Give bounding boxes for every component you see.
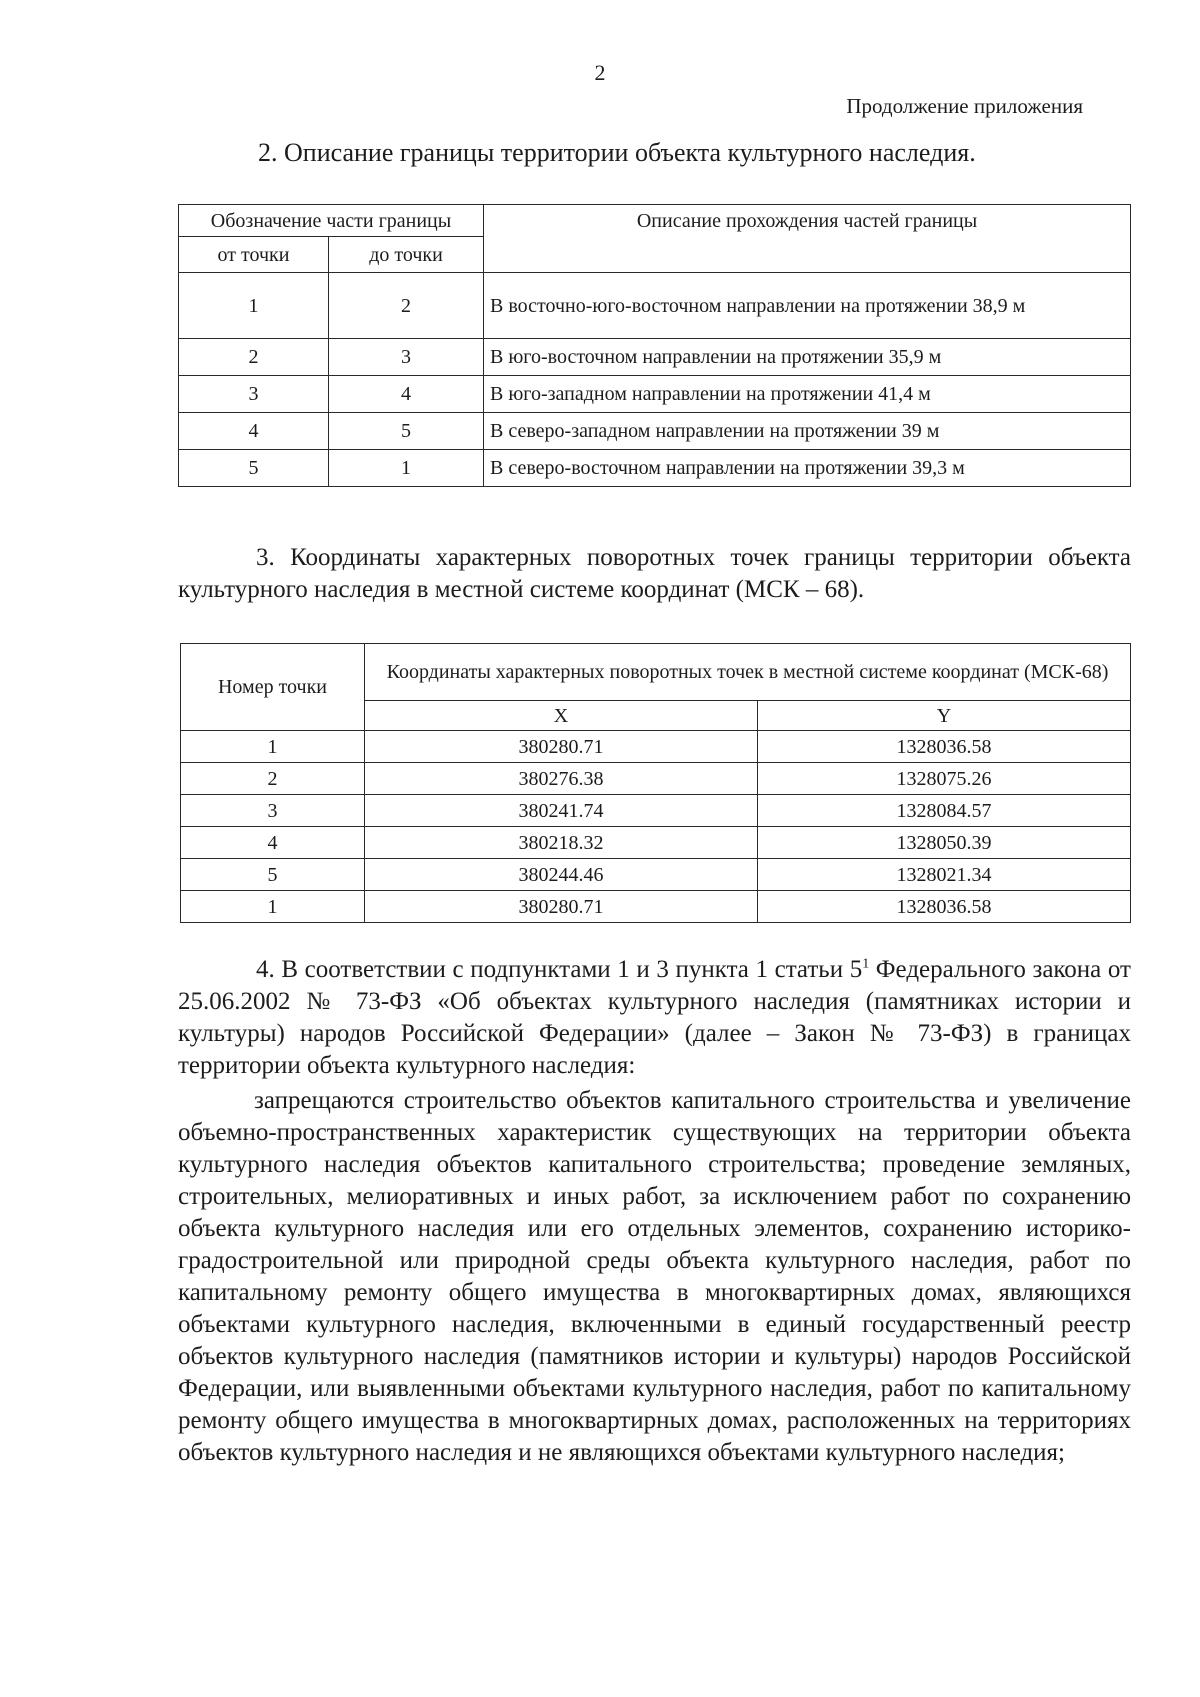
table-header-from: от точки	[179, 237, 329, 273]
table-header-coordinates: Координаты характерных поворотных точек в местной системе координат (МСК-68)	[365, 644, 1131, 701]
intro-text-start: 4. В соответствии с подпунктами 1 и 3 пункта 1 статьи 5	[256, 956, 863, 983]
segment-description: В юго-восточном направлении на протяжении 35,9 м	[484, 339, 1131, 376]
table-row	[181, 763, 1131, 795]
table-header-description: Описание прохождения частей границы	[484, 205, 1131, 273]
table-header-boundary-part: Обозначение части границы	[179, 205, 484, 237]
from-point: 5	[179, 450, 329, 487]
point-number: 2	[181, 763, 365, 795]
to-point: 5	[329, 413, 484, 450]
section-4-intro	[178, 954, 1131, 1082]
continuation-label: Продолжение приложения	[846, 94, 1083, 118]
y-coordinate: 1328036.58	[758, 731, 1131, 763]
y-coordinate: 1328036.58	[758, 891, 1131, 923]
section-4-paragraph: запрещаются строительство объектов капитального строительства и увеличение объемно-пространственных характеристик существующих на территории объекта культурного наследия объектов капитального строительства; проведение земляных, строительных, мелиоративных и иных работ, за исключением работ по сохранению объекта культурного наследия или его отдельных элементов, сохранению историко-градостроительной или природной среды объекта культурного наследия, работ по капитальному ремонту общего имущества в многоквартирных домах, являющихся объектами культурного наследия, включенными в единый государственный реестр объектов культурного наследия (памятников истории и культуры) народов Российской Федерации, или выявленными объектами культурного наследия, работ по капитальному ремонту общего имущества в многоквартирных домах, расположенных на территориях объектов культурного наследия и не являющихся объектами культурного наследия;	[178, 1087, 1131, 1466]
table-row	[181, 859, 1131, 891]
x-coordinate: 380244.46	[365, 859, 758, 891]
section-3-title: 3. Координаты характерных поворотных точек границы территории объекта культурного наследия в местной системе координат (МСК – 68).	[178, 544, 1131, 603]
table-row	[179, 450, 1131, 487]
from-point: 1	[179, 273, 329, 339]
table-header-y: Y	[758, 701, 1131, 731]
intro-text-end: Федерального закона от 25.06.2002 № 73-ФЗ «Об объектах культурного наследия (памятниках истории и культуры) народов Российской Федерации» (далее – Закон № 73-ФЗ) в границах территории объекта культурного наследия:	[178, 956, 1131, 1079]
to-point: 2	[329, 273, 484, 339]
point-number: 3	[181, 795, 365, 827]
table-row	[181, 795, 1131, 827]
x-coordinate: 380218.32	[365, 827, 758, 859]
y-coordinate: 1328084.57	[758, 795, 1131, 827]
table-row	[181, 827, 1131, 859]
table-row	[179, 339, 1131, 376]
point-number: 1	[181, 731, 365, 763]
y-coordinate: 1328050.39	[758, 827, 1131, 859]
from-point: 4	[179, 413, 329, 450]
segment-description: В восточно-юго-восточном направлении на протяжении 38,9 м	[484, 273, 1131, 339]
x-coordinate: 380241.74	[365, 795, 758, 827]
table-row	[181, 731, 1131, 763]
to-point: 3	[329, 339, 484, 376]
x-coordinate: 380276.38	[365, 763, 758, 795]
point-number: 1	[181, 891, 365, 923]
table-header-x: X	[365, 701, 758, 731]
point-number: 4	[181, 827, 365, 859]
boundary-description-table	[178, 204, 1131, 487]
coordinates-table	[180, 643, 1131, 923]
article-superscript: 1	[862, 956, 870, 972]
x-coordinate: 380280.71	[365, 891, 758, 923]
to-point: 1	[329, 450, 484, 487]
page-number: 2	[594, 60, 606, 85]
segment-description: В северо-восточном направлении на протяжении 39,3 м	[484, 450, 1131, 487]
table-header-point-number: Номер точки	[181, 644, 365, 731]
section-2-title: 2. Описание границы территории объекта культурного наследия.	[258, 138, 976, 167]
segment-description: В северо-западном направлении на протяжении 39 м	[484, 413, 1131, 450]
segment-description: В юго-западном направлении на протяжении 41,4 м	[484, 376, 1131, 413]
table-row	[179, 273, 1131, 339]
from-point: 2	[179, 339, 329, 376]
x-coordinate: 380280.71	[365, 731, 758, 763]
point-number: 5	[181, 859, 365, 891]
table-header-to: до точки	[329, 237, 484, 273]
table-row	[179, 413, 1131, 450]
y-coordinate: 1328021.34	[758, 859, 1131, 891]
table-row	[179, 376, 1131, 413]
from-point: 3	[179, 376, 329, 413]
table-row	[181, 891, 1131, 923]
y-coordinate: 1328075.26	[758, 763, 1131, 795]
to-point: 4	[329, 376, 484, 413]
